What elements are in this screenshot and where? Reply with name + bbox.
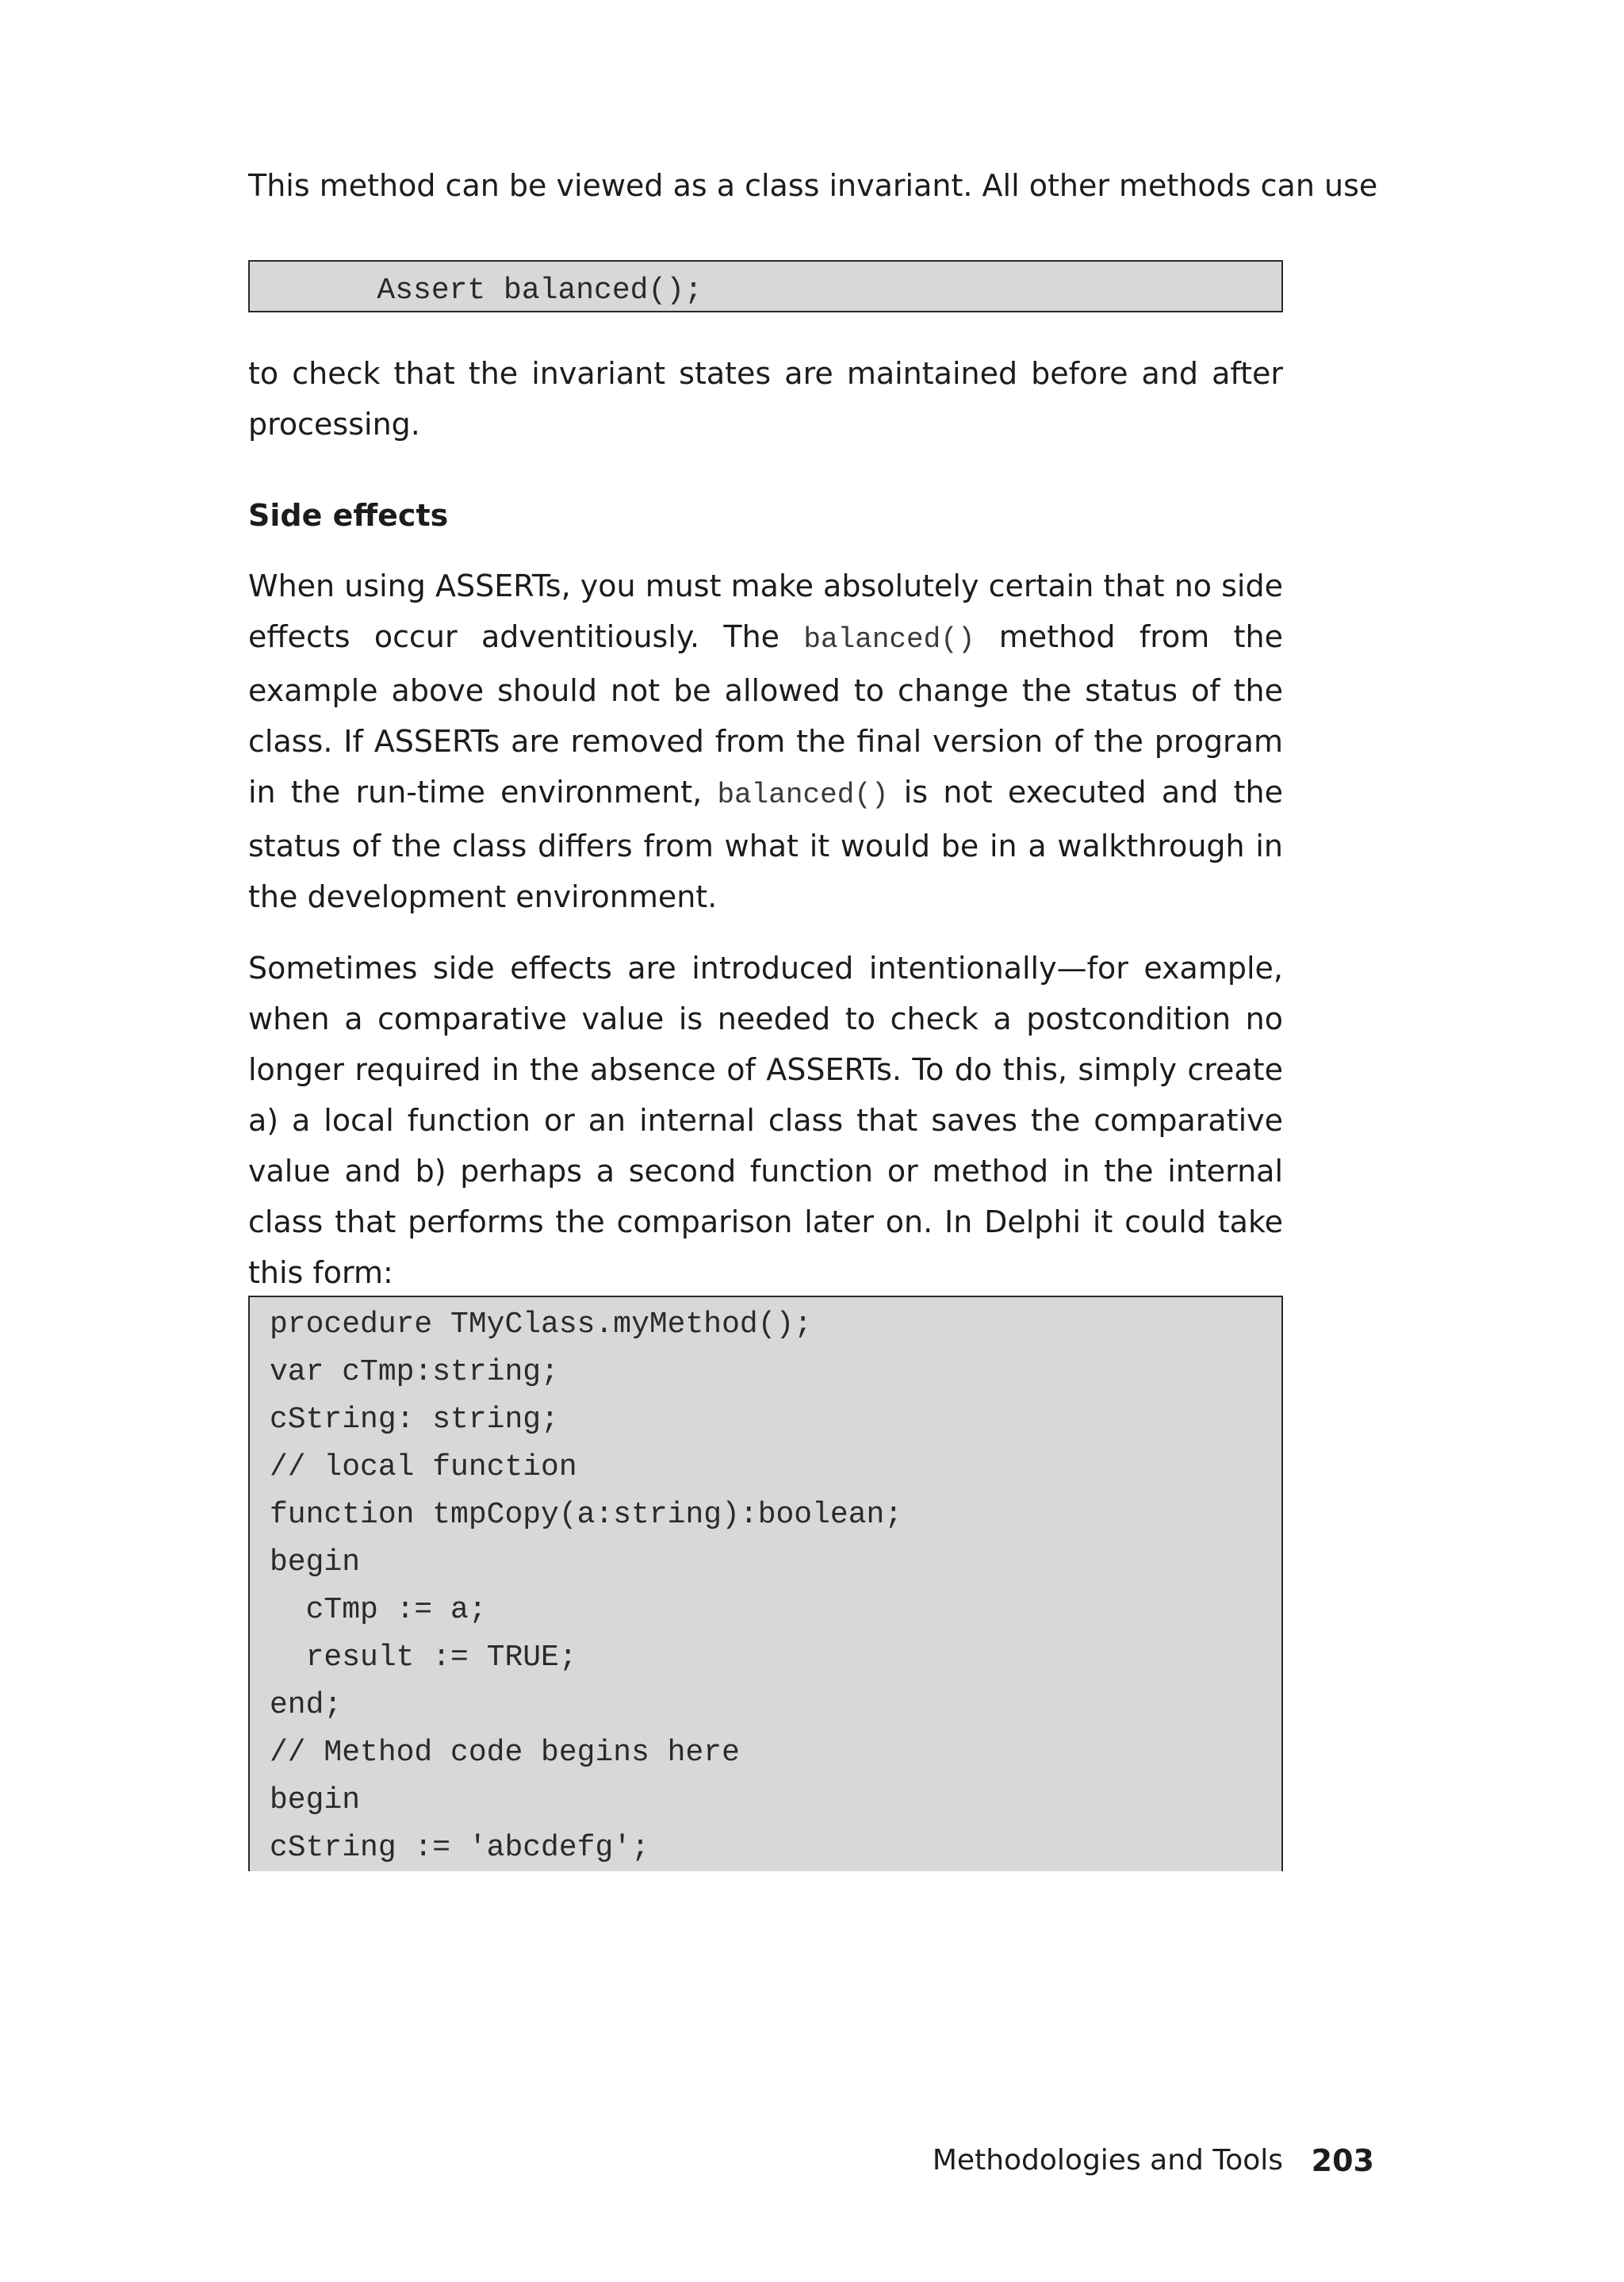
code-line: var cTmp:string; [270, 1355, 559, 1389]
code-line: cTmp := a; [270, 1593, 487, 1627]
code-snippet-box [248, 260, 1283, 312]
inline-code: balanced() [717, 779, 889, 811]
text-run: When using ASSERTs, you must make absolutely certain that no side effects occur adventitiously. The [248, 569, 1283, 654]
paragraph-side-effects [248, 561, 1283, 922]
code-line: begin [270, 1783, 361, 1817]
running-footer-title: Methodologies and Tools [932, 2144, 1283, 2177]
code-block-box [248, 1296, 1283, 1871]
page-number: 203 [1311, 2143, 1374, 2178]
text-run: method from the example above should not be allowed to change the status of the class. If ASSERTs are removed from the final version of the program in the run-time environment, [248, 619, 1284, 810]
paragraph-intentional-side-effects: Sometimes side effects are introduced intentionally—for example, when a comparative value is needed to check a postcondition no longer required in the absence of ASSERTs. To do this, simply create a) a local function or an internal class that saves the comparative value and b) perhaps a second function or method in the internal class that performs the comparison later on. In Delphi it could take this form: [248, 951, 1283, 1290]
code-line: cString := 'abcdefg'; [270, 1831, 649, 1865]
code-line: end; [270, 1688, 343, 1722]
text-run: is not executed and the status of the class differs from what it would be in a walkthrough in the development environment. [248, 775, 1284, 914]
code-line: cString: string; [270, 1403, 559, 1437]
code-line: result := TRUE; [270, 1641, 577, 1675]
paragraph-invariant-check: to check that the invariant states are maintained before and after processing. [248, 356, 1283, 442]
code-line: // Method code begins here [270, 1736, 740, 1770]
code-line: begin [270, 1545, 361, 1579]
code-block [270, 1301, 902, 1872]
code-line: Assert balanced(); [323, 274, 703, 308]
section-heading: Side effects [248, 498, 449, 533]
code-line: function tmpCopy(a:string):boolean; [270, 1498, 903, 1532]
code-line: procedure TMyClass.myMethod(); [270, 1308, 813, 1342]
inline-code: balanced() [803, 623, 975, 656]
page-footer [248, 2137, 1374, 2184]
intro-paragraph: This method can be viewed as a class invariant. All other methods can use [248, 168, 1378, 203]
code-line: // local function [270, 1450, 577, 1484]
